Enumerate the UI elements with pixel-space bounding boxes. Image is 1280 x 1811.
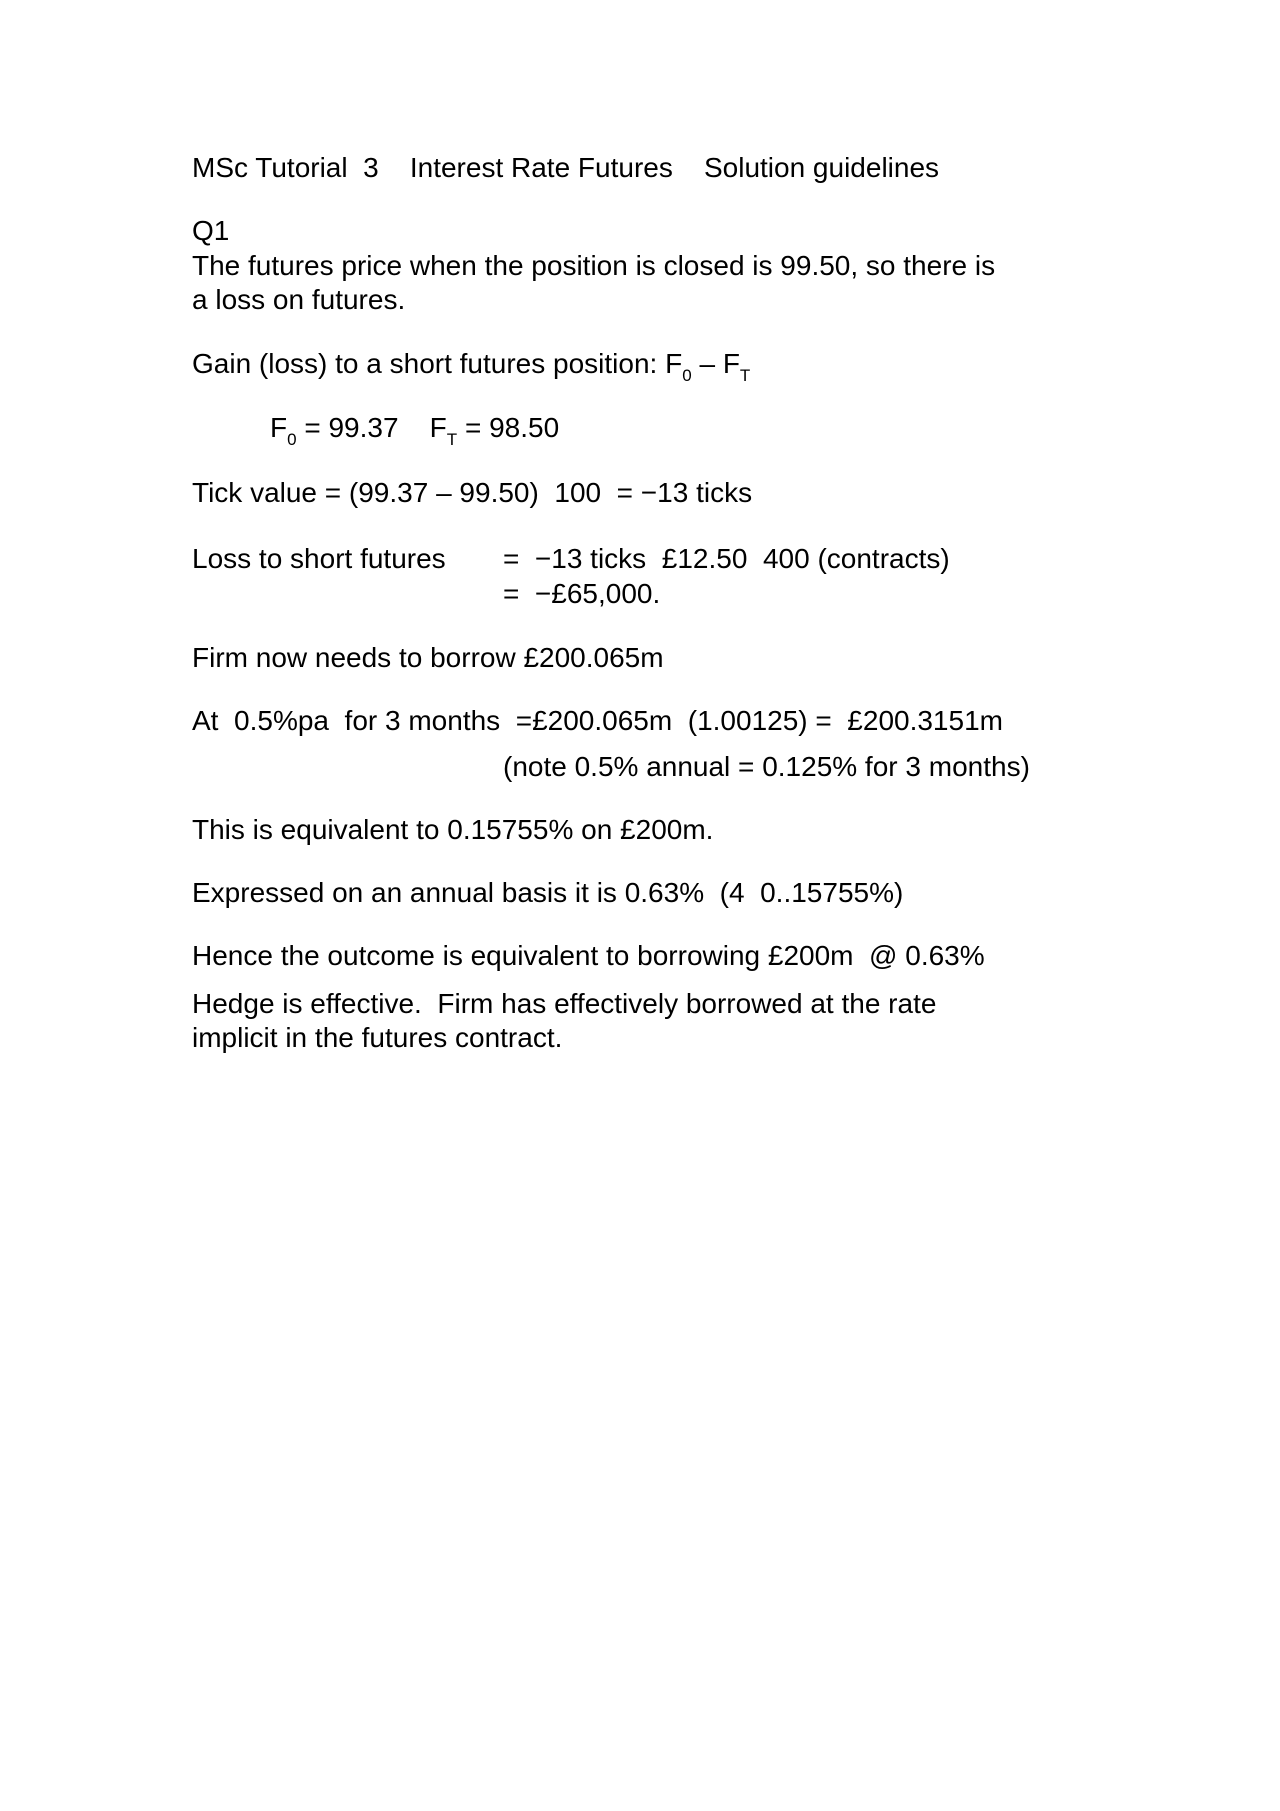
question-label: Q1 xyxy=(192,215,230,246)
loss-label: Loss to short futures xyxy=(192,543,446,574)
loss-line-2: = −£65,000. xyxy=(503,578,661,609)
gain-dash: – F xyxy=(691,348,740,379)
tick-value: Tick value = (99.37 – 99.50) 100 = −13 ticks xyxy=(192,477,753,508)
hedge-line-1: Hedge is effective. Firm has effectively borrowed at the rate xyxy=(192,988,937,1019)
gain-subscript-0: 0 xyxy=(682,366,692,385)
f0-subscript: 0 xyxy=(287,430,297,449)
at-rate: At 0.5%pa for 3 months =£200.065m (1.00125) = £200.3151m xyxy=(192,705,1003,736)
rate-note: (note 0.5% annual = 0.125% for 3 months) xyxy=(503,751,1030,782)
hence-line: Hence the outcome is equivalent to borrowing £200m @ 0.63% xyxy=(192,940,985,971)
loss-line-1: = −13 ticks £12.50 400 (contracts) xyxy=(503,543,950,574)
gain-subscript-t: T xyxy=(739,366,751,385)
gain-formula xyxy=(192,347,751,385)
ft-subscript: T xyxy=(446,430,458,449)
intro-line-2: a loss on futures. xyxy=(192,284,406,315)
f0-label: F xyxy=(270,412,288,443)
annual-basis-line: Expressed on an annual basis it is 0.63% (4 0..15755%) xyxy=(192,877,904,908)
document-title: MSc Tutorial 3 Interest Rate Futures Solution guidelines xyxy=(192,152,940,183)
hedge-line-2: implicit in the futures contract. xyxy=(192,1022,563,1053)
intro-line-1: The futures price when the position is closed is 99.50, so there is xyxy=(192,250,996,281)
ft-value: = 98.50 xyxy=(457,412,560,443)
gain-text: Gain (loss) to a short futures position: F xyxy=(192,348,683,379)
f-values xyxy=(270,411,560,449)
f0-value: = 99.37 F xyxy=(296,412,447,443)
borrow-need: Firm now needs to borrow £200.065m xyxy=(192,642,664,673)
equivalent-line: This is equivalent to 0.15755% on £200m. xyxy=(192,814,714,845)
